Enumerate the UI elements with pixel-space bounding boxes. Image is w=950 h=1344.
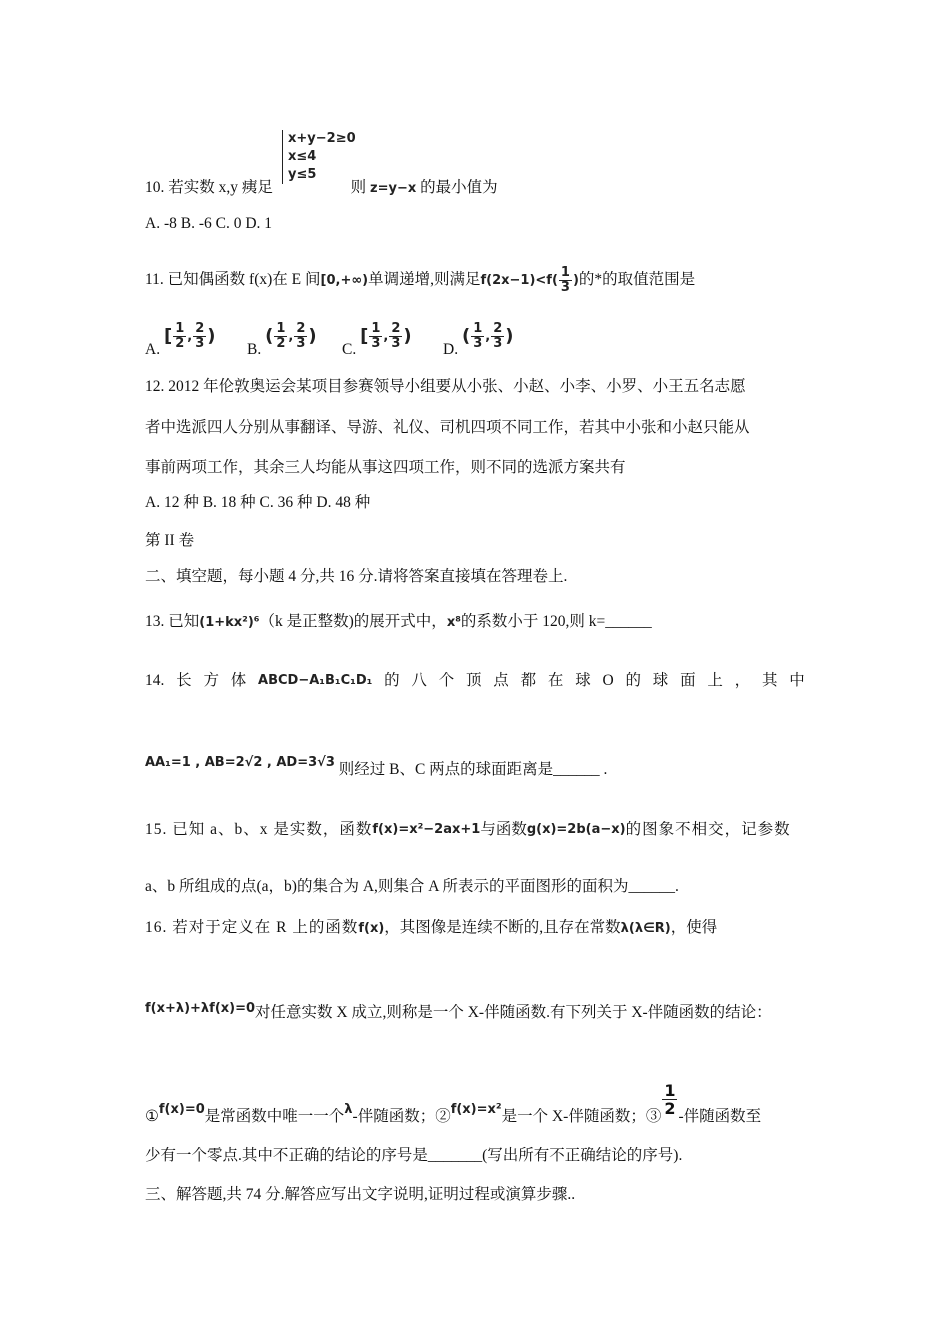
q12-line-2: 者中选派四人分别从事翻译、导游、礼仪、司机四项不同工作，若其中小张和小赵只能从 <box>145 419 750 436</box>
part-heading: 第 II 卷 <box>145 532 195 549</box>
option-c: C. $^{[ \frac{1}{3} , \frac{2}{3} )}$ <box>342 321 412 358</box>
constraint-1: x+y−2≥0 <box>288 131 356 146</box>
objective-expr: z=y−x <box>370 181 417 196</box>
q10-options: A. -8 B. -6 C. 0 D. 1 <box>145 215 273 232</box>
q14-line-1: 14. 长 方 体 ABCD−A₁B₁C₁D₁ 的 八 个 顶 点 都 在 球 O 的 球 面 上 ， 其 中 <box>145 672 805 689</box>
option-b: B. $^{( \frac{1}{2} , \frac{2}{3} )}$ <box>247 321 317 358</box>
g-expr: g(x)=2b(a−x) <box>526 822 626 837</box>
q16-line-1: 16. 若对于定义在 R 上的函数f(x)，其图像是连续不断的,且存在常数λ(λ∈R)，使得 <box>145 919 718 936</box>
half-fraction: $\frac{1}{2}$ <box>664 1081 676 1118</box>
q15-line-1: 15. 已知 a、b、x 是实数，函数 f(x)=x²−2ax+1 与函数 g(x)=2b(a−x) 的图象不相交，记参数 <box>145 821 791 838</box>
square-func-expr: f(x)=x² <box>450 1102 502 1118</box>
ineq-expr: f(2x−1)<f( $\frac{1}{3}$ ) <box>480 265 579 295</box>
term-expr: x⁸ <box>446 615 461 630</box>
f-expr: f(x)=x²−2ax+1 <box>372 822 481 837</box>
lambda-symbol: λ <box>344 1102 353 1118</box>
constraint-2: x≤4 <box>288 149 317 164</box>
edge-lengths-expr: AA₁=1 , AB=2√2 , AD=3√3 <box>145 755 335 770</box>
fx-expr: f(x) <box>358 921 385 936</box>
q12-options: A. 12 种 B. 18 种 C. 36 种 D. 48 种 <box>145 494 371 511</box>
section-heading-2: 二、填空题，每小题 4 分,共 16 分.请将答案直接填在答理卷上. <box>145 568 568 585</box>
q10-stem: 10. 若实数 x,y 痍足 则 z=y−x 的最小值为 <box>145 179 498 196</box>
q13-stem: 13. 已知(1+kx²)⁶（k 是正整数)的展开式中，x⁸的系数小于 120,则 k=______ <box>145 613 652 630</box>
q15-line-2: a、b 所组成的点(a，b)的集合为 A,则集合 A 所表示的平面图形的面积为______. <box>145 878 679 895</box>
option-d: D. $^{( \frac{1}{3} , \frac{2}{3} )}$ <box>443 321 514 358</box>
q12-line-3: 事前两项工作，其余三人均能从事这四项工作，则不同的选派方案共有 <box>145 459 626 476</box>
binomial-expr: (1+kx²)⁶ <box>199 615 260 630</box>
option-a: A. $^{[ \frac{1}{2} , \frac{2}{3} )}$ <box>145 321 216 358</box>
constraint-3: y≤5 <box>288 167 317 182</box>
q11-stem: 11. 已知偶函数 f(x)在 E 间[0,+∞)单调递增,则满足f(2x−1)<f( $\frac{1}{3}$ )的*的取值范围是 <box>145 265 696 295</box>
interval-expr: [0,+∞) <box>320 273 369 288</box>
q14-line-2: $^{AA_1=1 , AB=2√2 , AD=3√3}$ 则经过 B、C 两点的球面距离是______ . <box>145 755 608 778</box>
cuboid-expr: ABCD−A₁B₁C₁D₁ <box>258 673 373 688</box>
q16-line-3: ①$^{f(x)=0}$是常函数中唯一一个$^\lambda$-伴随函数；②$^{f(x)=x^2}$是一个 X-伴随函数；③ $\frac{1}{2}$ -伴随函数至 <box>145 1081 762 1126</box>
lambda-expr: λ(λ∈R) <box>620 921 671 936</box>
companion-eq-expr: f(x+λ)+λf(x)=0 <box>145 1001 256 1016</box>
constraint-system <box>282 130 356 184</box>
section-heading-3: 三、解答题,共 74 分.解答应写出文字说明,证明过程或演算步骤.. <box>145 1186 576 1203</box>
q12-line-1: 12. 2012 年伦敦奥运会某项目参赛领导小组要从小张、小赵、小李、小罗、小王五名志愿 <box>145 378 746 395</box>
q16-line-4: 少有一个零点.其中不正确的结论的序号是_______(写出所有不正确结论的序号). <box>145 1147 683 1164</box>
q16-line-2: $^{f(x+\lambda)+\lambda f(x)=0}$对任意实数 X 成立,则称是一个 X-伴随函数.有下列关于 X-伴随函数的结论： <box>145 1001 772 1021</box>
zero-func-expr: f(x)=0 <box>158 1102 205 1118</box>
